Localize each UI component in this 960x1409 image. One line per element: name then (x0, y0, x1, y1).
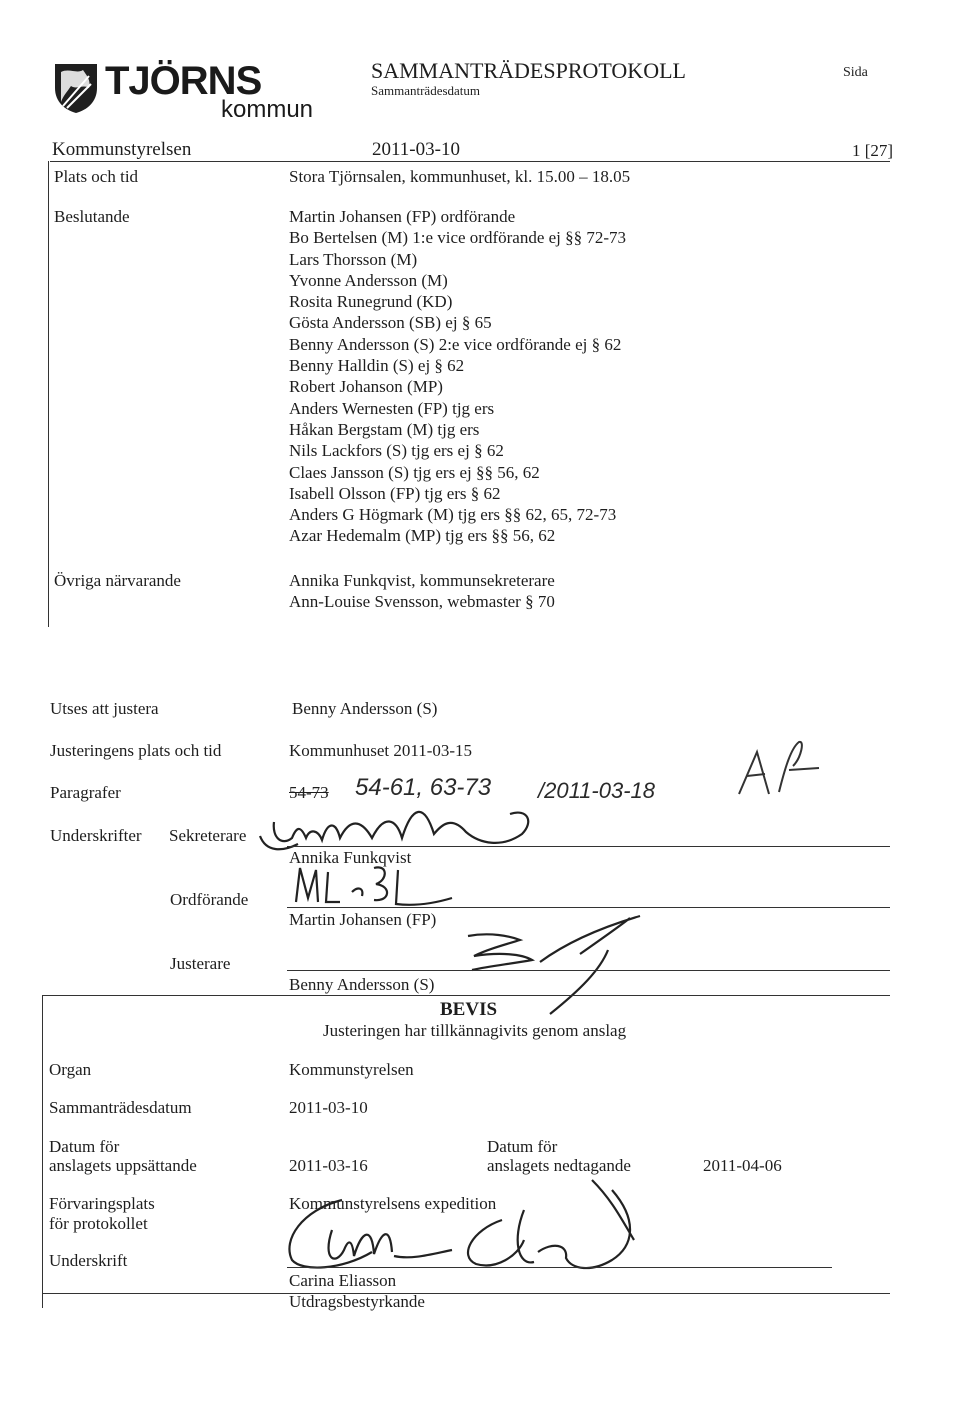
underskrift-line (287, 1267, 832, 1268)
bevis-datum-value: 2011-03-10 (289, 1098, 368, 1117)
ordforande-label: Ordförande (170, 890, 249, 909)
carina-signature (262, 1160, 642, 1280)
initials-signature (735, 738, 825, 798)
member-item: Anders G Högmark (M) tjg ers §§ 62, 65, 72-73 (289, 505, 617, 525)
justering-plats-value: Kommunhuset 2011-03-15 (289, 741, 473, 760)
ordforande-line (287, 907, 890, 908)
underskrift-label: Underskrift (49, 1251, 128, 1270)
justerare-name: Benny Andersson (S) (289, 975, 435, 994)
member-item: Rosita Runegrund (KD) (289, 292, 453, 312)
organ-header: Kommunstyrelsen (52, 139, 192, 160)
member-item: Azar Hedemalm (MP) tjg ers §§ 56, 62 (289, 526, 556, 546)
paragrafer-label: Paragrafer (50, 783, 121, 802)
sekreterare-name: Annika Funkqvist (289, 848, 412, 867)
member-item: Håkan Bergstam (M) tjg ers (289, 419, 480, 439)
date-header: 2011-03-10 (372, 139, 460, 160)
left-frame-top (48, 161, 49, 627)
underskrift-name: Carina Eliasson (289, 1271, 397, 1290)
place-time-value: Stora Tjörnsalen, kommunhuset, kl. 15.00 – 18.05 (289, 167, 631, 186)
member-item: Lars Thorsson (M) (289, 249, 418, 269)
member-item: Benny Halldin (S) ej § 62 (289, 356, 465, 376)
justerare-line (287, 970, 890, 971)
nedtagande-label-2: anslagets nedtagande (487, 1156, 631, 1175)
logo-sub: kommun (221, 96, 314, 123)
paragrafer-printed: 54-73 (289, 783, 329, 802)
bevis-rule (42, 995, 890, 996)
nedtagande-value: 2011-04-06 (703, 1156, 782, 1175)
ordforande-name: Martin Johansen (FP) (289, 910, 437, 929)
bevis-title: BEVIS (440, 999, 498, 1020)
utses-label: Utses att justera (50, 699, 159, 718)
forvaring-label-1: Förvaringsplats (49, 1194, 155, 1213)
ovriga-item: Ann-Louise Svensson, webmaster § 70 (289, 592, 555, 611)
handwritten-date: /2011-03-18 (538, 778, 656, 803)
underskrift-role: Utdragsbestyrkande (289, 1292, 425, 1311)
member-item: Martin Johansen (FP) ordförande (289, 207, 516, 226)
bevis-datum-label: Sammanträdesdatum (49, 1098, 192, 1117)
uppsattande-label-2: anslagets uppsättande (49, 1156, 197, 1175)
member-item: Nils Lackfors (S) tjg ers ej § 62 (289, 441, 504, 461)
bevis-subtitle: Justeringen har tillkännagivits genom anslag (323, 1021, 627, 1040)
utses-value: Benny Andersson (S) (292, 699, 438, 718)
forvaring-label-2: för protokollet (49, 1214, 148, 1233)
nedtagande-label-1: Datum för (487, 1137, 558, 1156)
crest-icon (53, 62, 99, 114)
member-item: Gösta Andersson (SB) ej § 65 (289, 313, 492, 333)
page-label: Sida (843, 65, 868, 80)
doc-subtitle: Sammanträdesdatum (371, 83, 481, 98)
page-number: 1 [27] (852, 141, 894, 160)
member-item: Yvonne Andersson (M) (289, 270, 448, 290)
uppsattande-label-1: Datum för (49, 1137, 120, 1156)
forvaring-value: Kommunstyrelsens expedition (289, 1194, 497, 1213)
underskrifter-label: Underskrifter (50, 826, 142, 845)
beslutande-list (289, 206, 626, 547)
logo-name: TJÖRNS (105, 59, 262, 103)
doc-title: SAMMANTRÄDESPROTOKOLL (371, 58, 686, 83)
member-item: Benny Andersson (S) 2:e vice ordförande ej § 62 (289, 334, 622, 354)
sekreterare-signature (252, 794, 537, 854)
ovriga-label: Övriga närvarande (54, 571, 181, 590)
member-item: Robert Johanson (MP) (289, 377, 443, 397)
member-item: Claes Jansson (S) tjg ers ej §§ 56, 62 (289, 462, 540, 482)
justerare-label: Justerare (170, 954, 231, 973)
paragrafer-handwritten: 54-61, 63-73 (355, 774, 492, 801)
ordforande-signature (292, 862, 457, 910)
justering-plats-label: Justeringens plats och tid (50, 741, 222, 760)
bottom-rule (42, 1293, 890, 1294)
sekreterare-label: Sekreterare (169, 826, 247, 845)
ovriga-item: Annika Funkqvist, kommunsekreterare (289, 571, 555, 590)
bevis-organ-label: Organ (49, 1060, 92, 1079)
uppsattande-value: 2011-03-16 (289, 1156, 368, 1175)
member-item: Bo Bertelsen (M) 1:e vice ordförande ej §§ 72-73 (289, 228, 627, 248)
member-item: Isabell Olsson (FP) tjg ers § 62 (289, 483, 501, 503)
beslutande-label: Beslutande (54, 207, 130, 226)
place-time-label: Plats och tid (54, 167, 139, 186)
header-rule (50, 161, 890, 162)
bevis-organ-value: Kommunstyrelsen (289, 1060, 414, 1079)
member-item: Anders Wernesten (FP) tjg ers (289, 398, 495, 418)
municipality-logo (53, 58, 314, 128)
left-frame-bottom (42, 995, 43, 1308)
